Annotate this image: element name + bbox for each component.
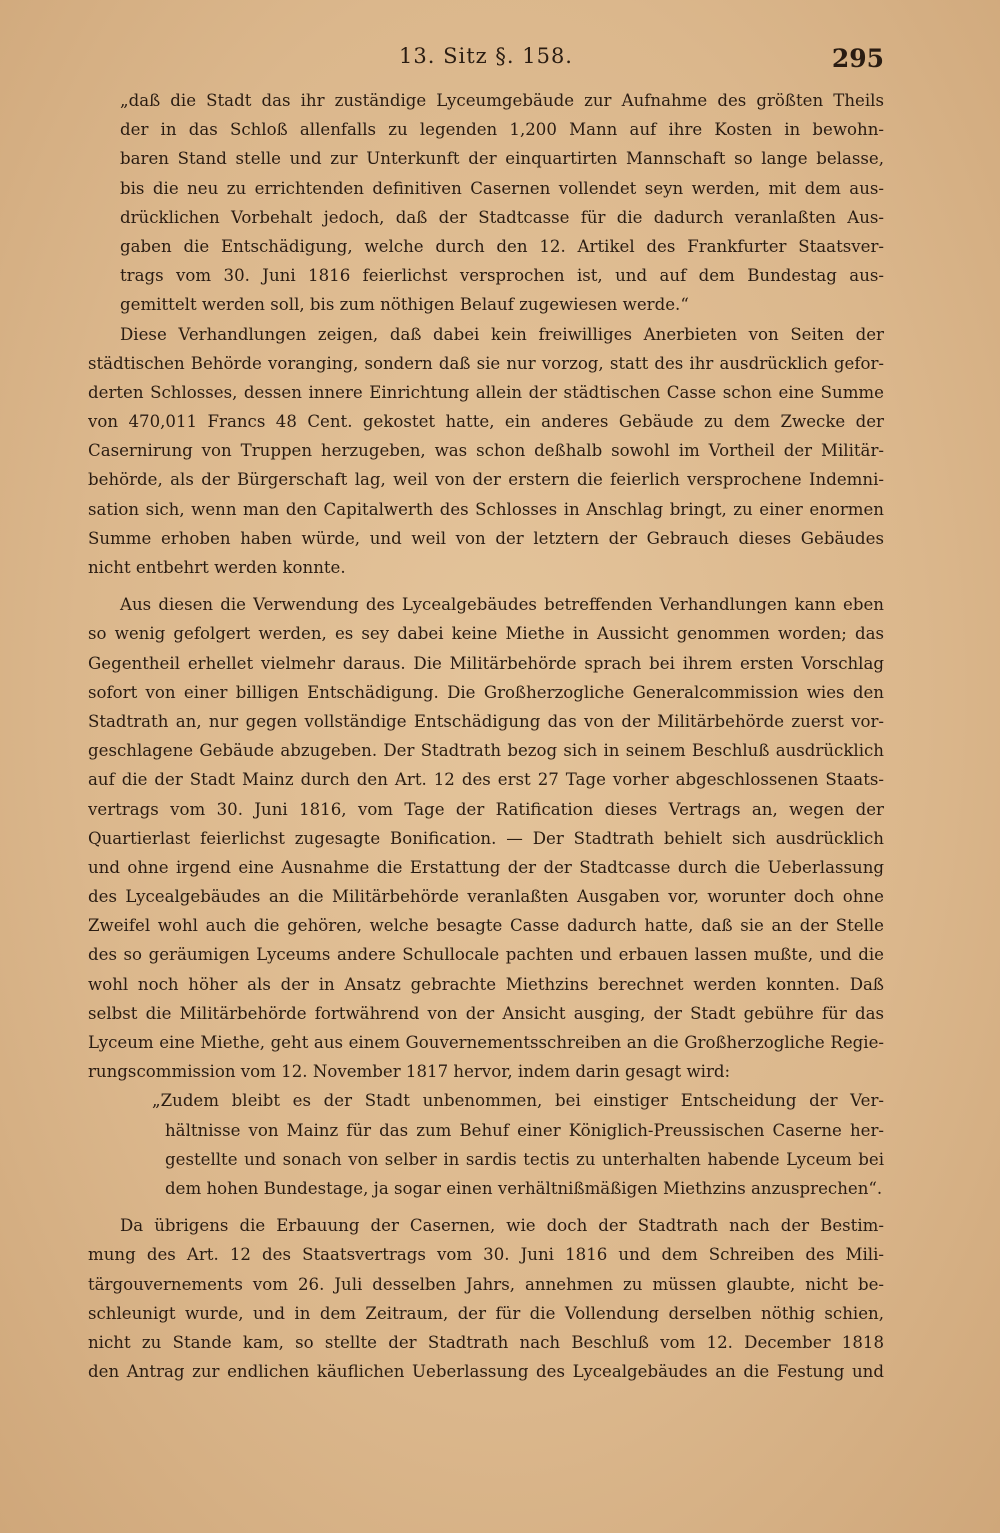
paragraph-start: Da übrigens die Erbauung der Casernen, wie doch der Stadtrath nach der Bestim-: [120, 1216, 884, 1236]
text-line: des so geräumigen Lyceums andere Schullocale pachten und erbauen lassen mußte, und die: [88, 945, 884, 965]
text-line: Stadtrath an, nur gegen vollständige Entschädigung das von der Militärbehörde zuerst vor-: [88, 711, 884, 731]
text-line: gaben die Entschädigung, welche durch den 12. Artikel des Frankfurter Staatsver-: [120, 236, 884, 256]
text-line: rungscommission vom 12. November 1817 hervor, indem darin gesagt wird:: [88, 1062, 731, 1082]
text-line: Lyceum eine Miethe, geht aus einem Gouvernementsschreiben an die Großherzogliche Regie-: [88, 1033, 884, 1052]
page-header: [88, 44, 884, 76]
text-line: Quartierlast feierlichst zugesagte Bonification. — Der Stadtrath behielt sich ausdrücklich: [88, 828, 884, 848]
text-line: vertrags vom 30. Juni 1816, vom Tage der Ratification dieses Vertrags an, wegen der: [88, 799, 884, 819]
quote-line: „Zudem bleibt es der Stadt unbenommen, bei einstiger Entscheidung der Ver-: [152, 1091, 884, 1111]
quote-line: gestellte und sonach von selber in sardis tectis zu unterhalten habende Lyceum bei: [165, 1149, 884, 1169]
text-line: schleunigt wurde, und in dem Zeitraum, der für die Vollendung derselben nöthig schien,: [88, 1303, 884, 1323]
text-line: derten Schlosses, dessen innere Einrichtung allein der städtischen Casse schon eine Summe: [88, 382, 884, 402]
running-head: 13. Sitz §. 158.: [399, 44, 573, 68]
text-line: sation sich, wenn man den Capitalwerth des Schlosses in Anschlag bringt, zu einer enormen: [88, 499, 884, 519]
text-line: Casernirung von Truppen herzugeben, was schon deßhalb sowohl im Vortheil der Militär-: [88, 441, 884, 461]
paragraph-start: Diese Verhandlungen zeigen, daß dabei kein freiwilliges Anerbieten von Seiten der: [120, 324, 884, 344]
text-line: der in das Schloß allenfalls zu legenden 1,200 Mann auf ihre Kosten in bewohn-: [120, 120, 884, 140]
text-line: drücklichen Vorbehalt jedoch, daß der Stadtcasse für die dadurch veranlaßten Aus-: [120, 207, 884, 227]
paragraph-start: Aus diesen die Verwendung des Lycealgebäudes betreffenden Verhandlungen kann eben: [120, 595, 884, 615]
text-line: wohl noch höher als der in Ansatz gebrachte Miethzins berechnet werden konnten. Daß: [88, 974, 884, 994]
text-line: „daß die Stadt das ihr zuständige Lyceumgebäude zur Aufnahme des größten Theils: [120, 91, 884, 110]
text-line: mung des Art. 12 des Staatsvertrags vom 30. Juni 1816 und dem Schreiben des Mili-: [88, 1245, 884, 1265]
text-line: Gegentheil erhellet vielmehr daraus. Die Militärbehörde sprach bei ihrem ersten Vorschlag: [88, 653, 884, 673]
quote-line: hältnisse von Mainz für das zum Behuf einer Königlich-Preussischen Caserne her-: [165, 1120, 884, 1140]
text-line: bis die neu zu errichtenden definitiven Casernen vollendet seyn werden, mit dem aus-: [120, 178, 884, 198]
text-line: so wenig gefolgert werden, es sey dabei keine Miethe in Aussicht genommen worden; das: [88, 624, 884, 644]
text-line: Summe erhoben haben würde, und weil von der letztern der Gebrauch dieses Gebäudes: [88, 528, 884, 548]
text-line: gemittelt werden soll, bis zum nöthigen Belauf zugewiesen werde.“: [120, 295, 689, 315]
text-line: tärgouvernements vom 26. Juli desselben Jahrs, annehmen zu müssen glaubte, nicht be-: [88, 1274, 884, 1294]
text-line: nicht entbehrt werden konnte.: [88, 558, 346, 577]
text-line: und ohne irgend eine Ausnahme die Erstattung der der Stadtcasse durch die Ueberlassung: [88, 857, 884, 877]
text-line: selbst die Militärbehörde fortwährend von der Ansicht ausging, der Stadt gebühre für das: [88, 1003, 884, 1023]
quote-line: dem hohen Bundestage, ja sogar einen verhältnißmäßigen Miethzins anzusprechen“.: [165, 1178, 883, 1198]
text-line: baren Stand stelle und zur Unterkunft der einquartirten Mannschaft so lange belasse,: [120, 149, 884, 169]
text-body: [88, 86, 884, 1386]
text-line: den Antrag zur endlichen käuflichen Ueberlassung des Lycealgebäudes an die Festung und: [88, 1362, 884, 1382]
text-line: des Lycealgebäudes an die Militärbehörde veranlaßten Ausgaben vor, worunter doch ohne: [88, 887, 884, 907]
text-line: trags vom 30. Juni 1816 feierlichst versprochen ist, und auf dem Bundestag aus-: [120, 266, 884, 286]
text-line: behörde, als der Bürgerschaft lag, weil von der erstern die feierlich versprochene Indemni-: [88, 470, 884, 490]
text-line: Zweifel wohl auch die gehören, welche besagte Casse dadurch hatte, daß sie an der Stelle: [88, 916, 884, 936]
page-number: 295: [831, 44, 884, 73]
text-line: nicht zu Stande kam, so stellte der Stadtrath nach Beschluß vom 12. December 1818: [88, 1332, 884, 1352]
text-line: auf die der Stadt Mainz durch den Art. 12 des erst 27 Tage vorher abgeschlossenen Staats-: [88, 770, 884, 790]
text-line: geschlagene Gebäude abzugeben. Der Stadtrath bezog sich in seinem Beschluß ausdrücklich: [88, 741, 884, 761]
text-line: städtischen Behörde voranging, sondern daß sie nur vorzog, statt des ihr ausdrücklich gefor-: [88, 353, 884, 373]
text-line: sofort von einer billigen Entschädigung. Die Großherzogliche Generalcommission wies den: [88, 682, 884, 702]
text-line: von 470,011 Francs 48 Cent. gekostet hatte, ein anderes Gebäude zu dem Zwecke der: [88, 412, 884, 432]
